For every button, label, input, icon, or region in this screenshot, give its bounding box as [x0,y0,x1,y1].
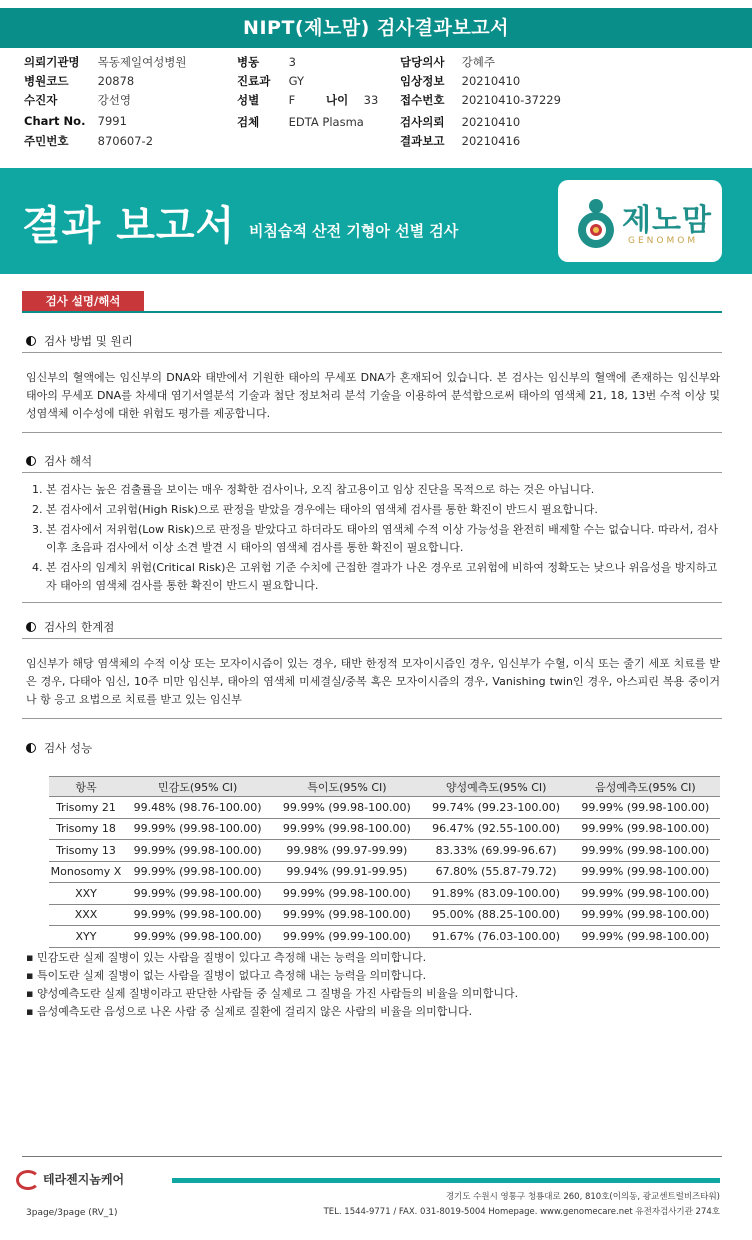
note-item: ▪ 특이도란 실제 질병이 없는 사람을 질병이 없다고 측정해 내는 능력을 의미합니다. [26,969,427,982]
table-header-row [49,777,720,797]
divider [22,352,722,353]
table-row: Monosomy X 99.99% (99.98-100.00) 99.94% (99.91-99.95) 67.80% (55.87-79.72) 99.99% (99.98-100.00) [49,861,720,883]
footer-divider [22,1156,722,1157]
info-chart-no: Chart No. 7991 [24,114,127,128]
info-doctor: 담당의사 강혜주 [400,55,495,69]
logo-english-text: GENOMOM [628,236,699,246]
limits-heading: 검사의 한계점 [26,619,114,635]
note-item: ▪ 민감도란 실제 질병이 있는 사람을 질병이 있다고 측정해 내는 능력을 의미합니다. [26,951,427,964]
limits-text: 임신부가 해당 염색체의 수적 이상 또는 모자이시즘이 있는 경우, 태반 한정적 모자이시즘인 경우, 임신부가 수혈, 이식 또는 줄기 세포 치료를 받은 경우, 다태아 임신, 10주 미만 임신부, 태아의 염색체 미세결실/중복 혹은 모자이시즘의 경우, Vanishing twin인 경우, 아스피린 복용 중이거나 항 응고 요법으로 치료를 받고 있는 임신부 [26,657,720,706]
section-tab: 검사 설명/해석 [22,291,144,311]
info-ward: 병동 3 [237,55,296,69]
interpretation-list [30,481,720,597]
table-row: Trisomy 18 99.99% (99.98-100.00) 99.99% (99.98-100.00) 96.47% (92.55-100.00) 99.99% (99.98-100.00) [49,818,720,840]
half-circle-icon [26,743,36,753]
info-accession-no: 접수번호 20210410-37229 [400,93,561,107]
column-header: 양성예측도(95% CI) [422,777,571,797]
column-header: 항목 [49,777,123,797]
list-item: 2. 본 검사에서 고위험(High Risk)으로 판정을 받았을 경우에는 태아의 염색체 검사를 통한 확진이 반드시 필요합니다. [32,503,598,516]
divider [22,602,722,603]
list-item: 1. 본 검사는 높은 검출률을 보이는 매우 정확한 검사이나, 오직 참고용이고 임상 진단을 목적으로 하는 것은 아닙니다. [32,483,595,496]
footer-accent-bar [172,1178,720,1183]
info-specimen: 검체 EDTA Plasma [237,115,364,129]
company-logo-icon [16,1170,40,1190]
half-circle-icon [26,336,36,346]
performance-table [49,776,720,948]
half-circle-icon [26,622,36,632]
table-row: XYY 99.99% (99.98-100.00) 99.99% (99.99-100.00) 91.67% (76.03-100.00) 99.99% (99.98-100.00) [49,926,720,948]
result-banner [0,168,752,274]
half-circle-icon [26,456,36,466]
method-heading: 검사 방법 및 원리 [26,333,133,349]
column-header: 민감도(95% CI) [123,777,272,797]
section-divider [22,311,722,313]
column-header: 특이도(95% CI) [272,777,421,797]
genomom-logo [558,180,722,262]
list-item: 3. 본 검사에서 저위험(Low Risk)으로 판정을 받았다고 하더라도 태아의 염색체 수적 이상 가능성을 완전히 배제할 수는 없습니다. 따라서, 검사 이후 초음파 검사에서 이상 소견 발견 시 태아의 염색체 검사를 통한 확진이 필요합니다. [32,523,719,554]
table-row: Trisomy 21 99.48% (98.76-100.00) 99.99% (99.98-100.00) 99.74% (99.23-100.00) 99.99% (99.98-100.00) [49,797,720,819]
table-row: Trisomy 13 99.99% (99.98-100.00) 99.98% (99.97-99.99) 83.33% (69.99-96.67) 99.99% (99.98-100.00) [49,840,720,862]
info-institution: 의뢰기관명 목동제일여성병원 [24,55,187,69]
table-row: XXY 99.99% (99.98-100.00) 99.99% (99.98-100.00) 91.89% (83.09-100.00) 99.99% (99.98-100.00) [49,883,720,905]
patient-info [0,54,752,154]
performance-heading: 검사 성능 [26,740,92,756]
info-department: 진료과 GY [237,74,305,88]
method-text: 임신부의 혈액에는 임신부의 DNA와 태반에서 기원한 태아의 무세포 DNA가 혼재되어 있습니다. 본 검사는 임신부의 혈액에 존재하는 임신부와 태아의 무세포 DNA를 차세대 염기서열분석 기술과 첨단 정보처리 분석 기술을 이용하여 분석함으로써 태아의 염색체 21, 18, 13번 수적 이상 및 성염색체 이수성에 대한 위험도 평가를 제공합니다. [26,371,720,420]
company-address: 경기도 수원시 영통구 청룡대로 260, 810호(이의동, 광교센트럴비즈타워) [445,1192,720,1202]
note-item: ▪ 음성예측도란 음성으로 나온 사람 중 실제로 질환에 걸리지 않은 사람의 비율을 의미합니다. [26,1005,473,1018]
performance-notes [26,949,720,1021]
note-item: ▪ 양성예측도란 실제 질병이라고 판단한 사람들 중 실제로 그 질병을 가진 사람들의 비율을 의미합니다. [26,987,519,1000]
page-number: 3page/3page (RV_1) [26,1208,118,1218]
divider [22,638,722,639]
divider [22,472,722,473]
logo-korean-text: 제노맘 [622,203,712,238]
info-patient-name: 수진자 강선영 [24,93,131,107]
banner-title: 결과 보고서 [22,203,236,249]
company-logo: 테라젠지놈케어 [16,1170,124,1190]
genomom-mark-icon [572,196,620,248]
interpretation-heading: 검사 해석 [26,453,92,469]
info-clinical: 임상정보 20210410 [400,74,521,88]
info-age: 나이 33 [326,93,379,107]
info-sex: 성별 F [237,93,296,107]
info-resident-no: 주민번호 870607-2 [24,134,154,148]
info-hospital-code: 병원코드 20878 [24,74,135,88]
list-item: 4. 본 검사의 임계치 위험(Critical Risk)은 고위험 기준 수치에 근접한 결과가 나온 경우로 고위험에 비하여 정확도는 낮으나 위음성을 방지하고자 태아의 염색체 검사를 통한 확진이 반드시 필요합니다. [32,561,718,592]
divider [22,432,722,433]
info-report-date: 결과보고 20210416 [400,134,521,148]
divider [22,718,722,719]
info-request-date: 검사의뢰 20210410 [400,115,521,129]
banner-subtitle: 비침습적 산전 기형아 선별 검사 [249,222,459,240]
company-contact: TEL. 1544-9771 / FAX. 031-8019-5004 Homepage. www.genomecare.net 유전자검사기관 274호 [323,1207,720,1217]
column-header: 음성예측도(95% CI) [571,777,720,797]
table-row: XXX 99.99% (99.98-100.00) 99.99% (99.98-100.00) 95.00% (88.25-100.00) 99.99% (99.98-100.00) [49,904,720,926]
report-title: NIPT(제노맘) 검사결과보고서 [0,8,752,48]
